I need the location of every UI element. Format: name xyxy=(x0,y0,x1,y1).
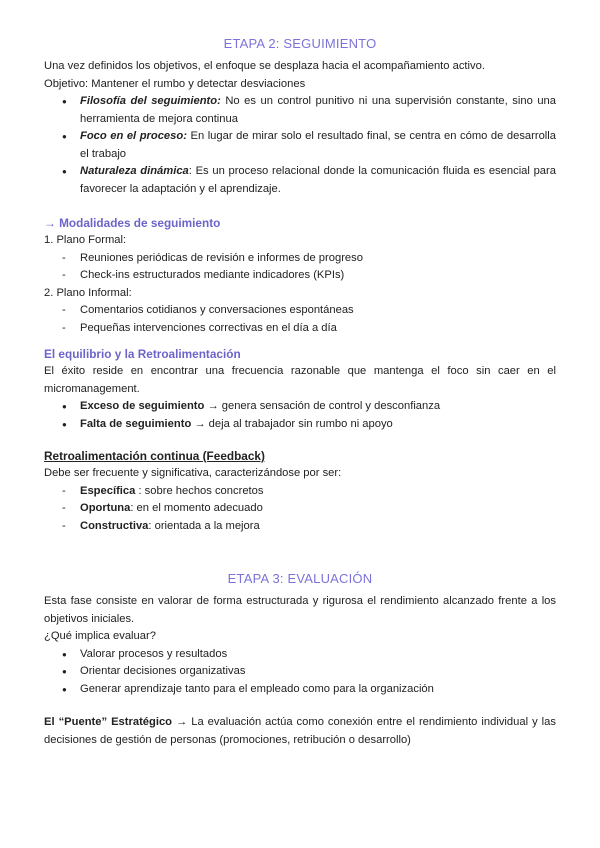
list-item: ● Foco en el proceso: En lugar de mirar solo el resultado final, se centra en cómo de desarrolla el trabajo xyxy=(80,128,556,163)
list-item: - Específica : sobre hechos concretos xyxy=(80,483,556,501)
equilibrio-bullets xyxy=(44,398,556,433)
feedback-heading: Retroalimentación continua (Feedback) xyxy=(44,449,265,463)
etapa3-question: ¿Qué implica evaluar? xyxy=(44,630,156,642)
list-item: ● Orientar decisiones organizativas xyxy=(80,663,556,681)
etapa2-objective: Objetivo: Mantener el rumbo y detectar desviaciones xyxy=(44,77,306,90)
equilibrio-heading: El equilibrio y la Retroalimentación xyxy=(44,347,241,361)
list-item: ● Exceso de seguimiento → genera sensación de control y desconfianza xyxy=(80,398,556,416)
feedback-intro: Debe ser frecuente y significativa, caracterizándose por ser: xyxy=(44,467,342,479)
etapa2-intro: Una vez definidos los objetivos, el enfoque se desplaza hacia el acompañamiento activo. xyxy=(44,60,485,72)
list-item: ● Falta de seguimiento → deja al trabajador sin rumbo ni apoyo xyxy=(80,416,556,434)
etapa2-title: ETAPA 2: SEGUIMIENTO xyxy=(223,36,377,51)
list-item: - Constructiva: orientada a la mejora xyxy=(80,518,556,536)
list-item: - Comentarios cotidianos y conversaciones espontáneas xyxy=(80,302,556,320)
puente-paragraph: El “Puente” Estratégico → La evaluación actúa como conexión entre el rendimiento individual y las decisiones de gestión de personas (promociones, retribución o desarrollo) xyxy=(44,716,556,746)
list-item: ● Naturaleza dinámica: Es un proceso relacional donde la comunicación fluida es esencial para favorecer la adaptación y el aprendizaje. xyxy=(80,163,556,198)
feedback-list xyxy=(44,483,556,536)
list-item: ● Filosofía del seguimiento: No es un control punitivo ni una supervisión constante, sino una herramienta de mejora continua xyxy=(80,93,556,128)
plano-informal-list xyxy=(44,302,556,337)
list-item: - Pequeñas intervenciones correctivas en el día a día xyxy=(80,320,556,338)
equilibrio-text: El éxito reside en encontrar una frecuencia razonable que mantenga el foco sin caer en el micromanagement. xyxy=(44,365,556,395)
list-item: ● Generar aprendizaje tanto para el empleado como para la organización xyxy=(80,681,556,699)
list-item: ● Valorar procesos y resultados xyxy=(80,646,556,664)
plano-formal-list xyxy=(44,250,556,285)
list-item: - Check-ins estructurados mediante indicadores (KPIs) xyxy=(80,267,556,285)
etapa3-bullets xyxy=(44,646,556,699)
plano-formal-label: 1. Plano Formal: xyxy=(44,234,127,246)
etapa3-title: ETAPA 3: EVALUACIÓN xyxy=(227,571,373,586)
etapa2-bullets xyxy=(44,93,556,198)
modalidades-heading: → Modalidades de seguimiento xyxy=(44,216,221,230)
etapa3-intro: Esta fase consiste en valorar de forma estructurada y rigurosa el rendimiento alcanzado frente a los objetivos iniciales. xyxy=(44,595,556,625)
plano-informal-label: 2. Plano Informal: xyxy=(44,286,132,299)
list-item: - Reuniones periódicas de revisión e informes de progreso xyxy=(80,250,556,268)
list-item: - Oportuna: en el momento adecuado xyxy=(80,500,556,518)
